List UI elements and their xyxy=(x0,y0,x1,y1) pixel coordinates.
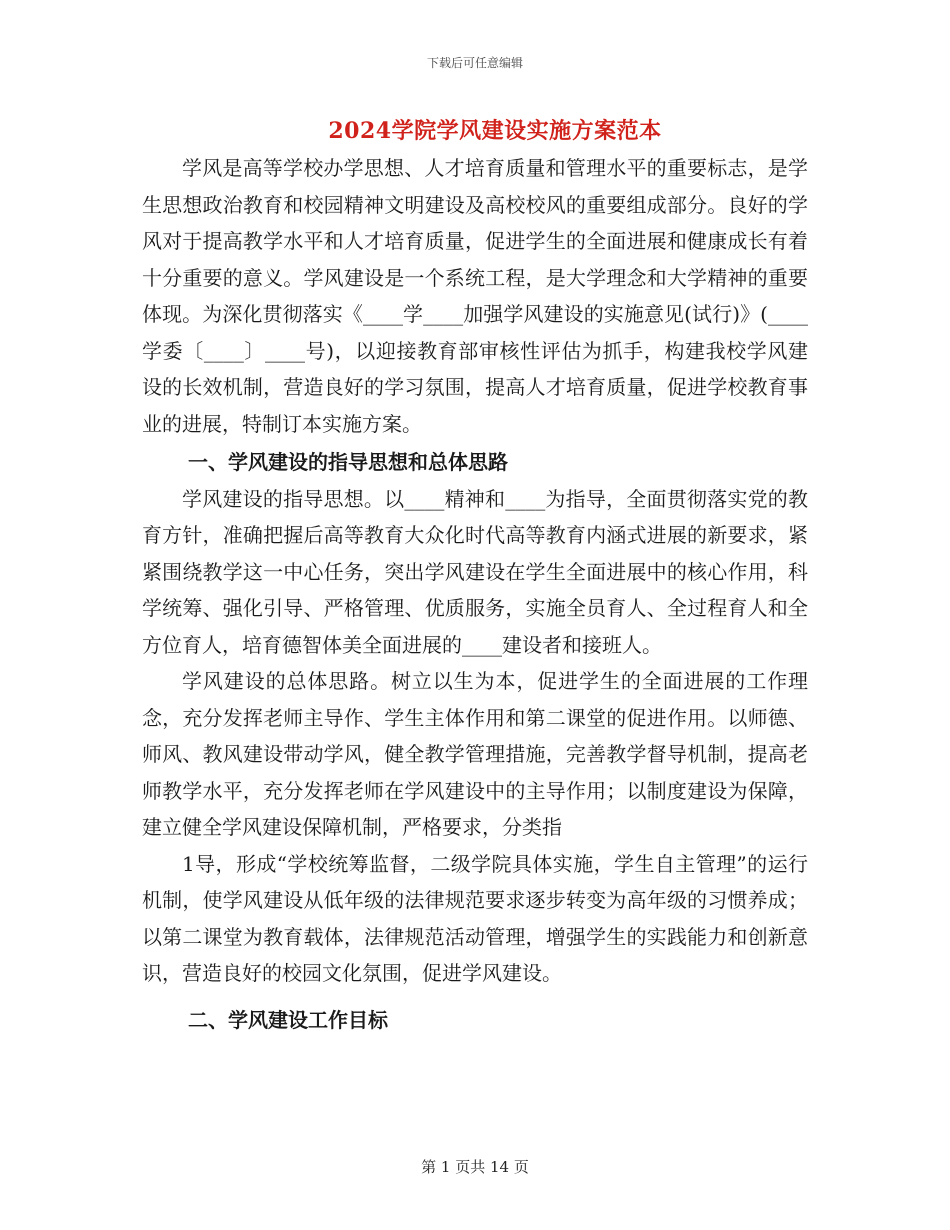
intro-paragraph: 学风是高等学校办学思想、人才培育质量和管理水平的重要标志，是学生思想政治教育和校园精神文明建设及高校校风的重要组成部分。良好的学风对于提高教学水平和人才培育质量，促进学生的全面进展和健康成长有着十分重要的意义。学风建设是一个系统工程，是大学理念和大学精神的重要体现。为深化贯彻落实《____学____加强学风建设的实施意见(试行)》(____学委〔____〕____号)，以迎接教育部审核性评估为抓手，构建我校学风建设的长效机制，营造良好的学习氛围，提高人才培育质量，促进学校教育事业的进展，特制订本实施方案。 xyxy=(142,156,808,436)
guiding-ideology-paragraph: 学风建设的指导思想。以____精神和____为指导，全面贯彻落实党的教育方针，准确把握后高等教育大众化时代高等教育内涵式进展的新要求，紧紧围绕教学这一中心任务，突出学风建设在学生全面进展中的核心作用，科学统筹、强化引导、严格管理、优质服务，实施全员育人、全过程育人和全方位育人，培育德智体美全面进展的____建设者和接班人。 xyxy=(142,486,808,657)
operating-mechanism-paragraph: 1导，形成“学校统筹监督，二级学院具体实施，学生自主管理”的运行机制，使学风建设从低年级的法律规范要求逐步转变为高年级的习惯养成；以第二课堂为教育载体，法律规范活动管理，增强学生的实践能力和创新意识，营造良好的校园文化氛围，促进学风建设。 xyxy=(142,851,808,985)
document-body xyxy=(142,150,808,1038)
section-2-heading: 二、学风建设工作目标 xyxy=(188,1007,388,1032)
overall-approach-paragraph: 学风建设的总体思路。树立以生为本，促进学生的全面进展的工作理念，充分发挥老师主导作、学生主体作用和第二课堂的促进作用。以师德、师风、教风建设带动学风，健全教学管理措施，完善教学督导机制，提高老师教学水平，充分发挥老师在学风建设中的主导作用；以制度建设为保障，建立健全学风建设保障机制，严格要求，分类指 xyxy=(142,669,808,839)
header-note: 下载后可任意编辑 xyxy=(426,56,523,70)
document-title: 2024学院学风建设实施方案范本 xyxy=(328,118,662,144)
page-number: 第 1 页共 14 页 xyxy=(421,1158,529,1176)
section-1-heading: 一、学风建设的指导思想和总体思路 xyxy=(188,450,508,474)
